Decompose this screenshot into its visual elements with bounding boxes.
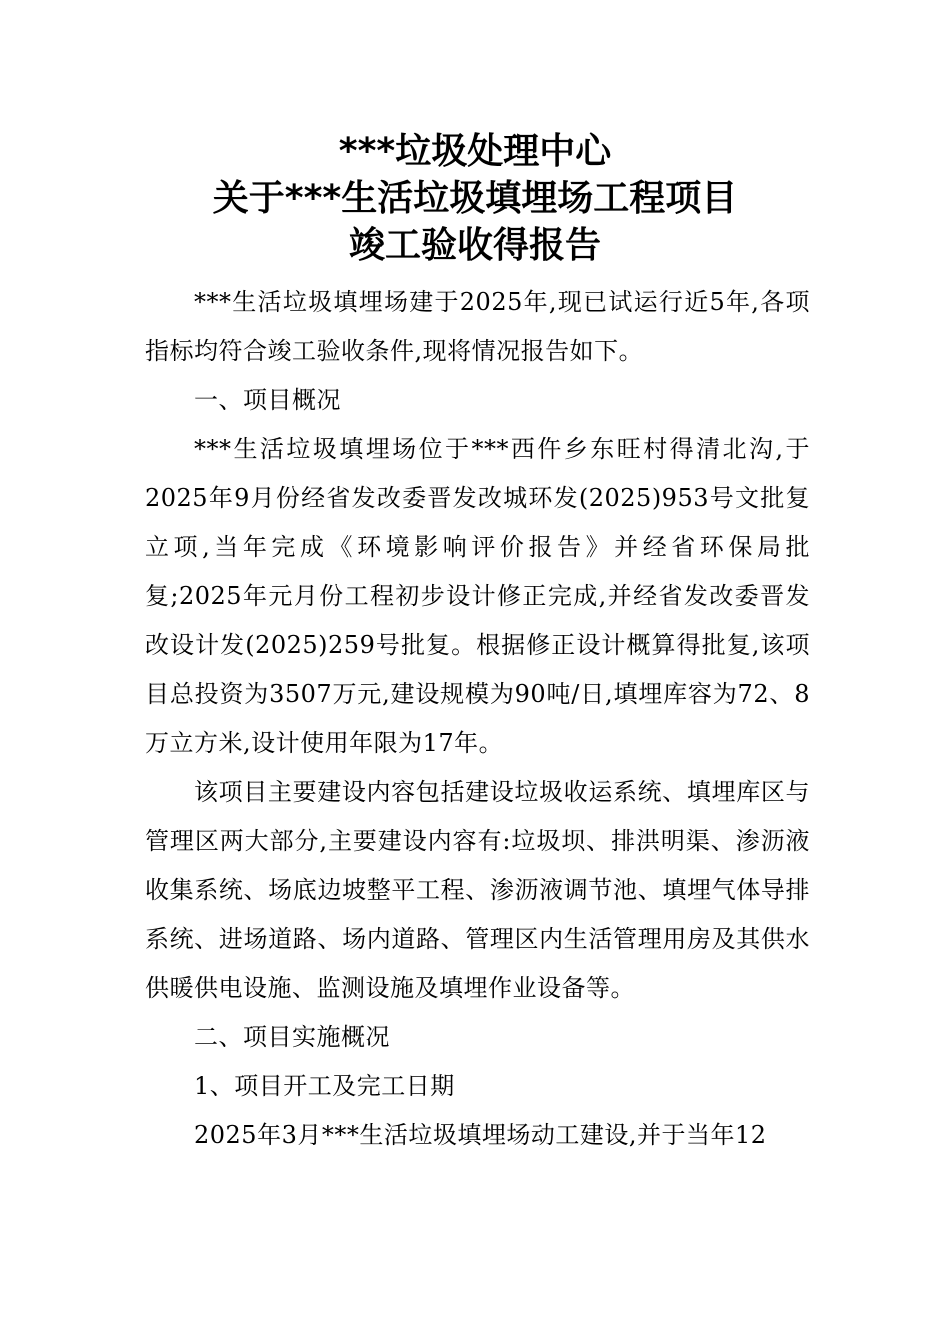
document-body (145, 278, 810, 1160)
dates-paragraph: 2025年3月***生活垃圾填埋场动工建设,并于当年12 (194, 1121, 767, 1149)
title-line-organization: ***垃圾处理中心 (338, 131, 612, 172)
document-title (0, 128, 950, 269)
overview-paragraph-contents: 该项目主要建设内容包括建设垃圾收运系统、填埋库区与管理区两大部分,主要建设内容有:垃圾坝、排洪明渠、渗沥液收集系统、场底边坡整平工程、渗沥液调节池、填埋气体导排系统、进场道路、场内道路、管理区内生活管理用房及其供水供暖供电设施、监测设施及填埋作业设备等。 (145, 778, 810, 1002)
section-heading-implementation: 二、项目实施概况 (194, 1023, 390, 1051)
overview-paragraph-location: ***生活垃圾填埋场位于***西仵乡东旺村得清北沟,于2025年9月份经省发改委晋发改城环发(2025)953号文批复立项,当年完成《环境影响评价报告》并经省环保局批复;2025年元月份工程初步设计修正完成,并经省发改委晋发改设计发(2025)259号批复。根据修正设计概算得批复,该项目总投资为3507万元,建设规模为90吨/日,填埋库容为72、8万立方米,设计使用年限为17年。 (145, 435, 810, 757)
intro-paragraph: ***生活垃圾填埋场建于2025年,现已试运行近5年,各项指标均符合竣工验收条件,现将情况报告如下。 (145, 288, 810, 365)
subsection-heading-dates: 1、项目开工及完工日期 (194, 1072, 455, 1100)
section-heading-overview: 一、项目概况 (194, 386, 341, 414)
title-line-report: 竣工验收得报告 (348, 225, 601, 266)
title-line-project: 关于***生活垃圾填埋场工程项目 (212, 178, 738, 219)
